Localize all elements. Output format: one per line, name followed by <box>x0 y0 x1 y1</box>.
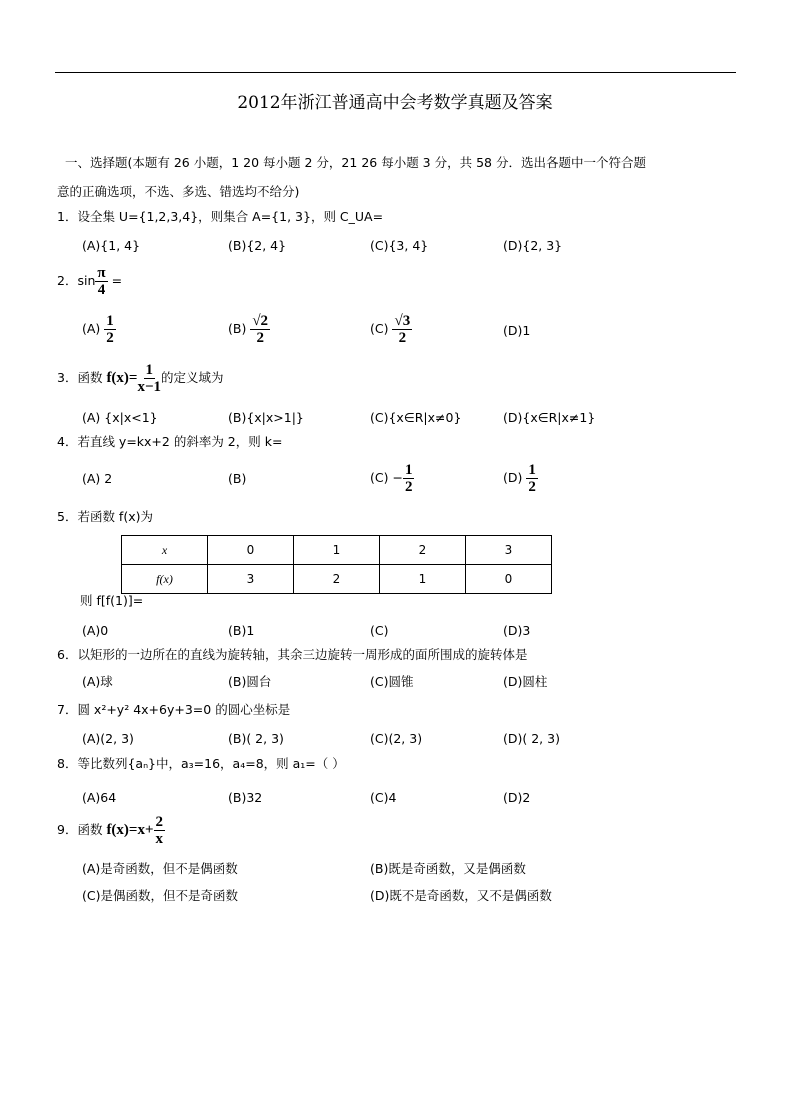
header-rule <box>55 72 736 73</box>
q2-after: = <box>107 273 123 288</box>
q7-option-b: (B)( 2, 3) <box>228 731 284 746</box>
q3-option-c: (C){x∈R|x≠0} <box>370 410 462 425</box>
table-row: x 0 1 2 3 <box>122 536 552 565</box>
q1-option-a: (A){1, 4} <box>82 238 141 253</box>
q9-option-d: (D)既不是奇函数，又不是偶函数 <box>370 888 552 903</box>
q8-option-c: (C)4 <box>370 790 397 805</box>
q8-option-b: (B)32 <box>228 790 263 805</box>
q6-option-a: (A)球 <box>82 674 113 689</box>
q7-option-d: (D)( 2, 3) <box>503 731 560 746</box>
q9-option-c: (C)是偶函数，但不是奇函数 <box>82 888 238 903</box>
q2-option-d: (D)1 <box>503 323 531 338</box>
q5-stem: 5．若函数 f(x)为 <box>57 509 153 524</box>
q8-option-d: (D)2 <box>503 790 531 805</box>
q2-option-b: (B) $\frac{√2}{2}$ <box>228 313 269 346</box>
q1-option-b: (B){2, 4} <box>228 238 287 253</box>
q8-stem: 8．等比数列{aₙ}中，a₃=16，a₄=8，则 a₁=（ ） <box>57 756 345 771</box>
q6-option-b: (B)圆台 <box>228 674 272 689</box>
q3-option-a: (A) {x|x<1} <box>82 410 158 425</box>
q2-option-c: (C) $\frac{√3}{2}$ <box>370 313 411 346</box>
q3-stem: 3．函数 f(x)= $\frac{1}{x-1}$ 的定义域为 <box>57 362 224 395</box>
denominator: 4 <box>97 282 106 298</box>
q4-option-d: (D) $\frac{1}{2}$ <box>503 462 536 495</box>
q4-option-b: (B) <box>228 471 247 486</box>
q3-option-b: (B){x|x>1|} <box>228 410 304 425</box>
q7-option-a: (A)(2, 3) <box>82 731 134 746</box>
q6-option-d: (D)圆柱 <box>503 674 548 689</box>
q2-fraction <box>95 265 107 298</box>
numerator: π <box>97 265 106 281</box>
q2-text: 2．sin <box>57 273 96 288</box>
q1-option-d: (D){2, 3} <box>503 238 563 253</box>
q1-option-c: (C){3, 4} <box>370 238 429 253</box>
q9-option-b: (B)既是奇函数，又是偶函数 <box>370 861 526 876</box>
q5-table <box>121 535 552 594</box>
q4-stem: 4．若直线 y=kx+2 的斜率为 2，则 k= <box>57 434 283 449</box>
q9-option-a: (A)是奇函数，但不是偶函数 <box>82 861 238 876</box>
q5-after: 则 f[f(1)]= <box>80 593 144 608</box>
page-title: 2012年浙江普通高中会考数学真题及答案 <box>237 93 553 113</box>
q6-option-c: (C)圆锥 <box>370 674 414 689</box>
q6-stem: 6．以矩形的一边所在的直线为旋转轴，其余三边旋转一周形成的面所围成的旋转体是 <box>57 647 528 662</box>
q5-option-a: (A)0 <box>82 623 109 638</box>
q4-option-a: (A) 2 <box>82 471 113 486</box>
q4-option-c: (C) − $\frac{1}{2}$ <box>370 462 413 495</box>
q8-option-a: (A)64 <box>82 790 117 805</box>
q5-option-c: (C) <box>370 623 389 638</box>
q9-stem: 9．函数 f(x)=x+ $\frac{2}{x}$ <box>57 814 164 847</box>
intro-line-1: 一、选择题(本题有 26 小题，1 20 每小题 2 分，21 26 每小题 3 分，共 58 分．选出各题中一个符合题 <box>65 155 646 170</box>
q7-stem: 7．圆 x²+y² 4x+6y+3=0 的圆心坐标是 <box>57 702 291 717</box>
intro-line-2: 意的正确选项，不选、多选、错选均不给分) <box>57 184 300 199</box>
table-row: f(x) 3 2 1 0 <box>122 565 552 594</box>
q7-option-c: (C)(2, 3) <box>370 731 423 746</box>
q1-stem: 1．设全集 U={1,2,3,4}，则集合 A={1, 3}，则 C_UA= <box>57 209 384 224</box>
q2-option-a: (A) $\frac{1}{2}$ <box>82 313 114 346</box>
q2-stem <box>57 265 122 298</box>
q5-option-b: (B)1 <box>228 623 255 638</box>
q3-option-d: (D){x∈R|x≠1} <box>503 410 596 425</box>
q5-option-d: (D)3 <box>503 623 531 638</box>
